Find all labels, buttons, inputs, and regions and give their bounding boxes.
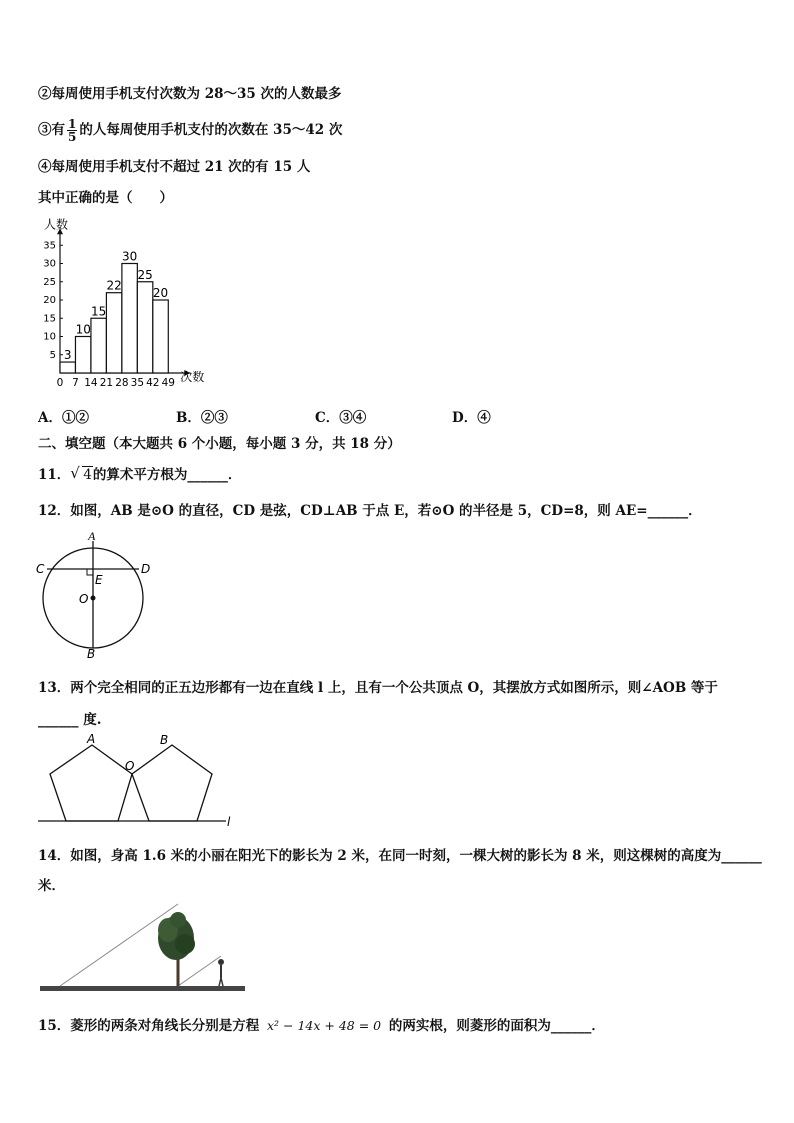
sqrt-radicand: 4: [83, 467, 92, 483]
y-axis-label: 人数: [44, 217, 69, 232]
statement-3-suffix: 的人每周使用手机支付的次数在 35～42 次: [79, 122, 343, 138]
x-tick-label: 0: [56, 377, 64, 389]
fraction-numerator: 1: [68, 117, 77, 131]
q15-equation: x² − 14x + 48 = 0: [267, 1018, 382, 1033]
bar-data-label: 22: [106, 278, 122, 293]
label-b: B: [87, 647, 96, 660]
label-a: A: [87, 733, 96, 746]
y-tick-label: 15: [43, 313, 56, 325]
histogram-bar: [153, 300, 168, 373]
label-d: D: [141, 562, 151, 576]
question-15: [38, 1014, 605, 1034]
x-tick-label: 35: [130, 377, 145, 389]
statement-2: ②每周使用手机支付次数为 28～35 次的人数最多: [38, 86, 342, 102]
histogram-bar: [91, 318, 106, 373]
pentagon-right: [132, 745, 212, 821]
pentagon-left: [50, 745, 135, 821]
histogram-bar: [122, 264, 137, 374]
question-11: [38, 463, 241, 483]
y-tick-label: 5: [49, 349, 56, 361]
pentagon-diagram: [36, 733, 246, 828]
bar-data-label: 3: [63, 348, 72, 363]
x-axis-label: 次数: [180, 370, 205, 384]
question-prompt: 其中正确的是（ ）: [38, 190, 173, 206]
option-a[interactable]: A．①②: [38, 410, 89, 426]
statement-3-prefix: ③有: [38, 122, 65, 138]
statement-4: ④每周使用手机支付不超过 21 次的有 15 人: [38, 159, 311, 175]
question-13: 13．两个完全相同的正五边形都有一边在直线 l 上，且有一个公共顶点 O，其摆放方式如图所示，则∠AOB 等于: [38, 680, 718, 696]
question-12: 12．如图，AB 是⊙O 的直径，CD 是弦，CD⊥AB 于点 E，若⊙O 的半径是 5，CD=8，则 AE=______．: [38, 503, 702, 519]
label-o: O: [79, 592, 89, 606]
question-14: 14．如图，身高 1.6 米的小丽在阳光下的影长为 2 米，在同一时刻，一棵大树的影长为 8 米，则这棵树的高度为______: [38, 848, 762, 864]
q15-suffix: 的两实根，则菱形的面积为______．: [388, 1018, 605, 1034]
histogram-bar: [60, 362, 75, 373]
fraction-denominator: 5: [68, 130, 77, 144]
label-e: E: [95, 573, 103, 587]
label-l: l: [227, 815, 231, 828]
bar-data-label: 20: [152, 286, 169, 300]
x-tick-label: 49: [161, 377, 175, 389]
label-c: C: [36, 562, 45, 576]
bar-data-label: 30: [121, 249, 138, 264]
fraction-one-fifth: [67, 118, 77, 143]
ground: [40, 986, 245, 991]
question-14-cont: 米．: [38, 878, 65, 894]
question-13-cont: ______ 度.: [38, 712, 102, 728]
label-b: B: [160, 733, 169, 747]
tree-shadow-diagram: [38, 900, 248, 1000]
histogram-bar: [106, 293, 121, 373]
section-title: 二、填空题（本大题共 6 个小题，每小题 3 分，共 18 分）: [38, 436, 401, 452]
histogram-bar: [137, 282, 152, 373]
y-tick-label: 25: [43, 276, 56, 288]
bar-data-label: 15: [91, 304, 107, 319]
sqrt-icon: √: [70, 464, 80, 482]
y-tick-label: 35: [43, 240, 56, 252]
x-tick-label: 21: [99, 377, 114, 389]
q11-text: 的算术平方根为______．: [92, 467, 242, 483]
tree-icon: [158, 912, 195, 960]
bar-data-label: 25: [137, 267, 153, 282]
statement-3: [38, 118, 342, 143]
center-point: [91, 596, 96, 601]
x-tick-label: 14: [84, 377, 98, 389]
x-tick-label: 28: [115, 377, 129, 389]
option-b[interactable]: B．②③: [176, 410, 228, 426]
q11-number: 11．: [38, 467, 71, 483]
y-tick-label: 20: [43, 295, 56, 306]
bar-data-label: 10: [75, 322, 91, 337]
option-d[interactable]: D．④: [452, 410, 491, 426]
x-tick-label: 42: [146, 377, 160, 389]
y-tick-label: 10: [43, 331, 56, 343]
histogram-chart: [30, 215, 230, 393]
circle-diagram: [32, 528, 162, 660]
sqrt-expression: [70, 464, 93, 483]
q15-prefix: 15．菱形的两条对角线长分别是方程: [38, 1018, 260, 1034]
histogram-bar: [75, 337, 90, 374]
x-tick-label: 7: [72, 377, 79, 389]
label-a: A: [88, 529, 96, 543]
label-o: O: [125, 759, 135, 773]
right-angle-mark: [87, 569, 93, 575]
y-tick-label: 30: [43, 258, 56, 270]
person-icon: [218, 959, 224, 986]
sun-ray-2: [178, 956, 221, 986]
option-c[interactable]: C．③④: [315, 410, 367, 426]
